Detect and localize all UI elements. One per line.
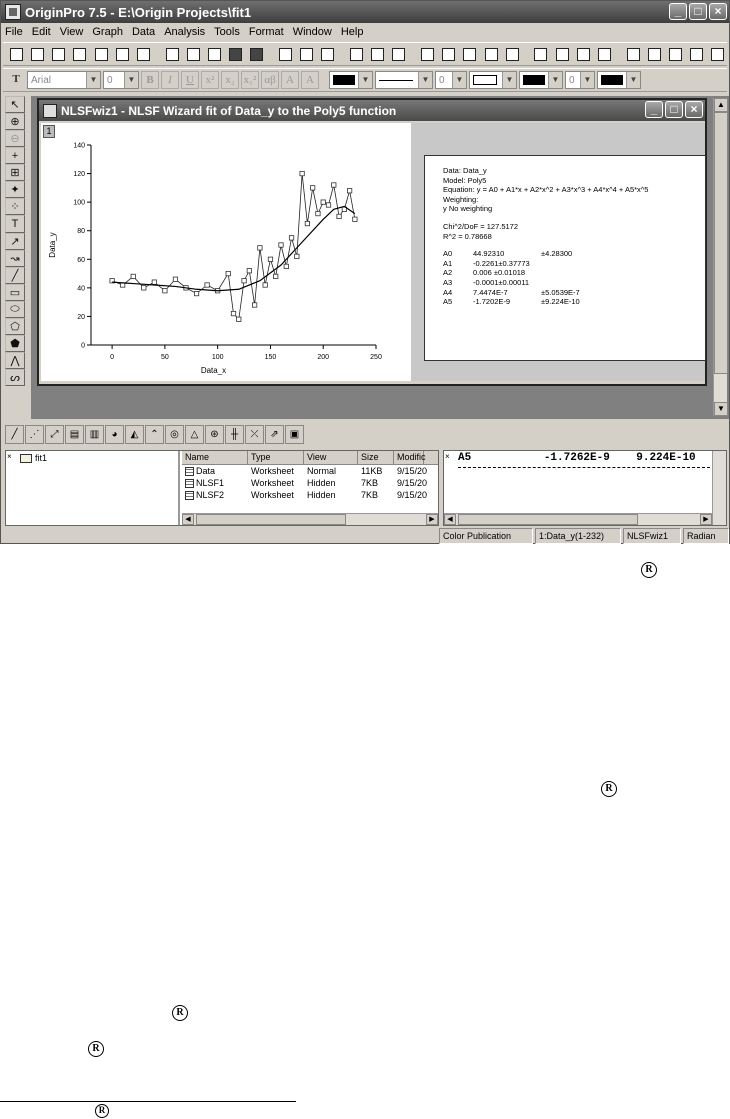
note-param-row — [443, 249, 705, 259]
screen-reader-icon[interactable]: + — [5, 147, 25, 164]
fit-results-note[interactable] — [424, 155, 706, 361]
font-name-value: Arial — [31, 74, 52, 86]
new-layout-icon[interactable] — [134, 44, 153, 64]
file-list — [182, 451, 438, 525]
footnote-rule — [0, 1101, 296, 1102]
x-tick-label: 250 — [370, 354, 382, 361]
scroll-left-icon[interactable]: ◀ — [444, 514, 456, 525]
data-point-marker — [152, 280, 156, 284]
note-param-row — [443, 288, 705, 298]
scroll-thumb[interactable] — [714, 112, 728, 374]
layer-indicator[interactable]: 1 — [43, 125, 55, 138]
bar-plot-icon[interactable]: ▤ — [65, 425, 84, 444]
worksheet-icon — [185, 479, 194, 488]
polygon-tool-icon[interactable]: ⬠ — [5, 318, 25, 335]
note-param-row — [443, 268, 705, 278]
log-value: -1.7262E-9 — [543, 452, 610, 464]
menu-file[interactable]: File — [5, 26, 23, 38]
data-point-marker — [205, 283, 209, 287]
graph-window-title: NLSFwiz1 - NLSF Wizard fit of Data_y to the Poly5 function — [61, 103, 397, 118]
script-window-icon[interactable] — [481, 44, 500, 64]
app-title: OriginPro 7.5 - E:\Origin Projects\fit1 — [25, 4, 252, 20]
worksheet-icon — [185, 467, 194, 476]
duplicate-icon[interactable] — [389, 44, 408, 64]
data-point-marker — [131, 274, 135, 278]
copy-page-icon[interactable] — [418, 44, 437, 64]
data-point-marker — [163, 289, 167, 293]
font-name-select[interactable]: Arial ▼ — [27, 71, 101, 89]
polyline-tool-icon[interactable]: ⋀ — [5, 352, 25, 369]
row-view: Hidden — [307, 490, 336, 500]
scroll-left-icon[interactable]: ◀ — [182, 514, 194, 525]
new-graph-icon[interactable] — [70, 44, 89, 64]
row-type: Worksheet — [251, 490, 294, 500]
row-type: Worksheet — [251, 466, 294, 476]
subscript-button[interactable]: x₂ — [221, 71, 239, 89]
add-legend-icon[interactable] — [666, 44, 685, 64]
data-point-marker — [231, 311, 235, 315]
data-point-marker — [274, 274, 278, 278]
status-active-window: NLSFwiz1 — [623, 528, 681, 544]
note-data: Data: Data_y — [443, 166, 487, 175]
new-excel-icon[interactable] — [49, 44, 68, 64]
maximize-button[interactable]: □ — [689, 3, 707, 20]
curved-arrow-icon[interactable]: ↝ — [5, 250, 25, 267]
results-log-icon[interactable] — [439, 44, 458, 64]
menu-window[interactable]: Window — [292, 26, 332, 38]
bold-button[interactable]: B — [141, 71, 159, 89]
file-list-hscrollbar[interactable] — [182, 513, 438, 525]
close-icon[interactable]: × — [445, 452, 450, 461]
note-r2: R^2 = 0.78668 — [443, 231, 492, 241]
code-builder-icon[interactable] — [460, 44, 479, 64]
origin-app-icon — [5, 4, 21, 20]
registered-mark: R — [95, 1104, 109, 1118]
data-point-marker — [284, 264, 288, 268]
data-point-marker — [321, 200, 325, 204]
y-tick-label: 140 — [73, 142, 85, 150]
graph-window[interactable] — [37, 98, 707, 386]
note-param-row — [443, 278, 705, 288]
supersubscript-button[interactable]: x₁² — [241, 71, 259, 89]
arrow-tool-icon[interactable]: ↗ — [5, 233, 25, 250]
document-page-area — [0, 548, 730, 1119]
menu-data[interactable]: Data — [131, 26, 156, 38]
row-name: NLSF1 — [196, 478, 225, 488]
circle-tool-icon[interactable]: ⬭ — [5, 301, 25, 318]
param-name: A1 — [443, 258, 453, 268]
status-bar — [1, 528, 729, 544]
y-tick-label: 40 — [77, 285, 85, 293]
x-tick-label: 200 — [317, 354, 330, 361]
data-selector-icon[interactable]: ✦ — [5, 181, 25, 198]
folder-name: fit1 — [35, 453, 48, 463]
underline-button[interactable]: U — [181, 71, 199, 89]
data-point-marker — [289, 236, 293, 240]
row-view: Hidden — [307, 478, 336, 488]
log-param: A5 — [458, 452, 472, 464]
x-axis-label: Data_x — [200, 366, 227, 375]
data-point-marker — [347, 189, 351, 193]
y-tick-label: 60 — [77, 256, 85, 264]
graph-close-button[interactable]: × — [685, 101, 703, 118]
data-point-marker — [326, 203, 330, 207]
add-column-icon[interactable] — [503, 44, 522, 64]
data-point-marker — [305, 221, 309, 225]
results-log-line — [458, 452, 696, 464]
param-error: ±4.28300 — [541, 249, 573, 259]
y-tick-label: 80 — [77, 228, 85, 236]
fill-width-value: 0 — [569, 74, 575, 86]
draw-data-icon[interactable]: ⁘ — [5, 198, 25, 215]
col-name[interactable]: Name — [182, 451, 248, 464]
open-template-icon[interactable] — [184, 44, 203, 64]
font-icon: T — [12, 73, 20, 85]
row-type: Worksheet — [251, 478, 294, 488]
menu-analysis[interactable]: Analysis — [164, 26, 206, 38]
menu-graph[interactable]: Graph — [92, 26, 123, 38]
scroll-thumb[interactable] — [196, 514, 346, 525]
graph-page[interactable] — [41, 123, 411, 381]
data-point-marker — [353, 217, 357, 221]
graph-window-icon — [43, 104, 57, 118]
smith-chart-icon[interactable]: ⊛ — [205, 425, 224, 444]
rescale-icon[interactable] — [645, 44, 664, 64]
x-tick-label: 150 — [264, 354, 277, 361]
col-view[interactable]: View — [304, 451, 358, 464]
project-explorer — [5, 450, 439, 526]
data-point-marker — [337, 214, 341, 218]
col-size[interactable]: Size — [358, 451, 394, 464]
data-point-marker — [173, 277, 177, 281]
column-plot-icon[interactable]: ▥ — [85, 425, 104, 444]
format-toolbar — [3, 68, 727, 92]
fill-pattern-select[interactable]: ▼ — [469, 71, 517, 89]
graph-minimize-button[interactable]: _ — [645, 101, 663, 118]
scroll-up-icon[interactable]: ▲ — [714, 98, 728, 112]
menu-edit[interactable]: Edit — [31, 26, 51, 38]
results-hscrollbar[interactable] — [444, 513, 712, 525]
tools-toolbar — [5, 96, 27, 386]
param-value: -0.0001±0.00011 — [473, 277, 530, 287]
x-tick-label: 0 — [110, 354, 115, 361]
registered-mark: R — [641, 562, 657, 578]
row-name: NLSF2 — [196, 490, 225, 500]
close-icon[interactable]: × — [7, 452, 12, 461]
text-tool-icon[interactable]: T — [5, 215, 25, 232]
y-tick-label: 20 — [77, 313, 85, 321]
data-reader-icon[interactable]: ⊞ — [5, 164, 25, 181]
row-modified: 9/15/20 — [397, 466, 428, 476]
x-tick-label: 100 — [211, 354, 224, 361]
data-point-marker — [300, 171, 304, 175]
line-tool-icon[interactable]: ╱ — [5, 267, 25, 284]
data-point-marker — [295, 254, 299, 258]
increase-font-button[interactable]: A — [281, 71, 299, 89]
note-param-row — [443, 259, 705, 269]
data-point-marker — [226, 271, 230, 275]
graph-maximize-button[interactable]: □ — [665, 101, 683, 118]
axis-left-icon[interactable] — [687, 44, 706, 64]
data-point-marker — [194, 291, 198, 295]
greek-button[interactable]: αβ — [261, 71, 279, 89]
line-width-value: 0 — [439, 74, 445, 86]
polar-plot-icon[interactable]: ◎ — [165, 425, 184, 444]
status-active-dataset: 1:Data_y(1-232) — [535, 528, 621, 544]
data-point-marker — [332, 183, 336, 187]
template-library-icon[interactable]: ▣ — [285, 425, 304, 444]
data-point-marker — [316, 211, 320, 215]
line-width-select[interactable]: 0 ▼ — [435, 71, 467, 89]
new-function-icon[interactable] — [113, 44, 132, 64]
region-tool-icon[interactable]: ⬟ — [5, 335, 25, 352]
folder-icon — [20, 454, 32, 463]
graph-window-titlebar[interactable] — [39, 100, 705, 121]
minimize-button[interactable]: _ — [669, 3, 687, 20]
y-tick-label: 120 — [73, 171, 85, 179]
project-explorer-icon[interactable] — [531, 44, 550, 64]
xy-vector-icon[interactable]: ⇗ — [265, 425, 284, 444]
fit-curve-line — [112, 206, 355, 290]
row-size: 11KB — [361, 466, 383, 476]
registered-mark: R — [88, 1041, 104, 1057]
zoom-in-icon[interactable]: ⊕ — [5, 113, 25, 130]
results-log — [443, 450, 727, 526]
new-worksheet-icon[interactable] — [28, 44, 47, 64]
param-name: A2 — [443, 268, 453, 278]
status-angle-unit: Radian — [683, 528, 729, 544]
layer-icon[interactable] — [574, 44, 593, 64]
folder-tree — [6, 451, 180, 525]
vector-plot-icon[interactable]: ⤫ — [245, 425, 264, 444]
pie-plot-icon[interactable]: ◕ — [105, 425, 124, 444]
y-tick-label: 100 — [73, 199, 85, 207]
menu-tools[interactable]: Tools — [214, 26, 240, 38]
note-weighting-value: y No weighting — [443, 204, 493, 214]
param-value: 0.006 ±0.01018 — [473, 268, 526, 278]
data-point-marker — [279, 243, 283, 247]
x-tick-label: 50 — [160, 354, 169, 361]
hilo-close-icon[interactable]: ╫ — [225, 425, 244, 444]
menu-format[interactable]: Format — [248, 26, 284, 38]
fill-area-icon[interactable]: ⌃ — [145, 425, 164, 444]
param-error: ±5.0539E-7 — [541, 287, 580, 297]
zoom-icon[interactable] — [553, 44, 572, 64]
worksheet-icon — [185, 491, 194, 500]
font-size-select[interactable]: 0 ▼ — [103, 71, 139, 89]
y-tick-label: 0 — [81, 342, 85, 350]
param-error: ±9.224E-10 — [541, 297, 580, 307]
row-name: Data — [196, 466, 216, 476]
data-point-marker — [268, 257, 272, 261]
note-chi: Chi^2/DoF = 127.5172 — [443, 221, 519, 231]
file-list-header — [182, 451, 438, 465]
workspace-area — [31, 96, 729, 419]
new-layer-icon[interactable] — [624, 44, 643, 64]
results-vscrollbar[interactable] — [712, 451, 726, 525]
text-color-select[interactable]: ▼ — [597, 71, 641, 89]
data-point-marker — [252, 303, 256, 307]
scatter-chart — [41, 123, 411, 381]
param-name: A0 — [443, 249, 453, 259]
data-point-marker — [242, 279, 246, 283]
note-param-row — [443, 297, 705, 307]
registered-mark: R — [172, 1005, 188, 1021]
param-name: A5 — [443, 297, 453, 307]
arrange-layers-icon[interactable] — [595, 44, 614, 64]
table-row[interactable] — [182, 465, 438, 477]
freehand-tool-icon[interactable]: ᔕ — [5, 369, 25, 386]
note-equation: Equation: y = A0 + A1*x + A2*x^2 + A3*x^3 + A4*x^4 + A5*x^5 — [443, 185, 649, 195]
menu-bar — [1, 23, 729, 41]
line-color-select[interactable]: ▼ — [329, 71, 373, 89]
new-project-icon[interactable] — [7, 44, 26, 64]
open-icon[interactable] — [163, 44, 182, 64]
log-error: 9.224E-10 — [636, 452, 696, 464]
table-row[interactable] — [182, 477, 438, 489]
axis-right-icon[interactable] — [708, 44, 727, 64]
data-point-marker — [263, 283, 267, 287]
rectangle-tool-icon[interactable]: ▭ — [5, 284, 25, 301]
workspace-vertical-scrollbar[interactable] — [713, 98, 727, 416]
app-titlebar — [1, 1, 729, 23]
data-point-marker — [310, 186, 314, 190]
superscript-button[interactable]: x² — [201, 71, 219, 89]
2d-graphs-toolbar — [5, 422, 305, 446]
font-size-value: 0 — [107, 74, 113, 86]
data-point-marker — [258, 246, 262, 250]
fill-width-select[interactable]: 0 ▼ — [565, 71, 595, 89]
decrease-font-button[interactable]: A — [301, 71, 319, 89]
zoom-out-icon[interactable]: ⊖ — [5, 130, 25, 147]
scroll-right-icon[interactable]: ▶ — [426, 514, 438, 525]
folder-item[interactable] — [20, 453, 47, 463]
row-size: 7KB — [361, 478, 379, 488]
print-icon[interactable] — [347, 44, 366, 64]
close-button[interactable]: × — [709, 3, 727, 20]
line-symbol-plot-icon[interactable]: ⤢ — [45, 425, 64, 444]
standard-toolbar — [3, 42, 727, 66]
origin-main-window — [0, 0, 730, 544]
col-type[interactable]: Type — [248, 451, 304, 464]
results-divider — [458, 467, 710, 468]
open-excel-icon[interactable] — [205, 44, 224, 64]
scroll-right-icon[interactable]: ▶ — [700, 514, 712, 525]
import-ascii-icon[interactable] — [276, 44, 295, 64]
col-modified[interactable]: Modific — [394, 451, 424, 464]
ternary-plot-icon[interactable]: △ — [185, 425, 204, 444]
row-modified: 9/15/20 — [397, 478, 428, 488]
param-value: -0.2261±0.37773 — [473, 258, 530, 268]
row-size: 7KB — [361, 490, 379, 500]
param-name: A3 — [443, 277, 453, 287]
line-plot-icon[interactable]: ╱ — [5, 425, 24, 444]
save-template-icon[interactable] — [247, 44, 266, 64]
data-series-line — [112, 174, 355, 320]
table-row[interactable] — [182, 489, 438, 501]
param-value: 7.4474E-7 — [473, 287, 508, 297]
menu-view[interactable]: View — [59, 26, 84, 38]
area-plot-icon[interactable]: ◭ — [125, 425, 144, 444]
scroll-thumb[interactable] — [458, 514, 638, 525]
import-multiple-ascii-icon[interactable] — [297, 44, 316, 64]
refresh-icon[interactable] — [368, 44, 387, 64]
param-value: 44.92310 — [473, 249, 505, 259]
status-color-mode: Color Publication — [439, 528, 533, 544]
new-matrix-icon[interactable] — [92, 44, 111, 64]
param-value: -1.7202E-9 — [473, 297, 511, 307]
row-view: Normal — [307, 466, 337, 476]
note-weighting: Weighting: — [443, 194, 479, 204]
fill-color-select[interactable]: ▼ — [519, 71, 563, 89]
y-axis-label: Data_y — [48, 232, 57, 258]
menu-help[interactable]: Help — [340, 26, 364, 38]
registered-mark: R — [601, 781, 617, 797]
pointer-icon[interactable]: ↖ — [5, 96, 25, 113]
note-model: Model: Poly5 — [443, 175, 487, 185]
line-style-select[interactable]: ▼ — [375, 71, 433, 89]
data-point-marker — [142, 286, 146, 290]
save-icon[interactable] — [226, 44, 245, 64]
scroll-down-icon[interactable]: ▼ — [714, 402, 728, 416]
data-point-marker — [247, 269, 251, 273]
scatter-plot-icon[interactable]: ⋰ — [25, 425, 44, 444]
param-name: A4 — [443, 287, 453, 297]
data-point-marker — [237, 317, 241, 321]
italic-button[interactable]: I — [161, 71, 179, 89]
row-modified: 9/15/20 — [397, 490, 428, 500]
import-wizard-icon[interactable] — [318, 44, 337, 64]
